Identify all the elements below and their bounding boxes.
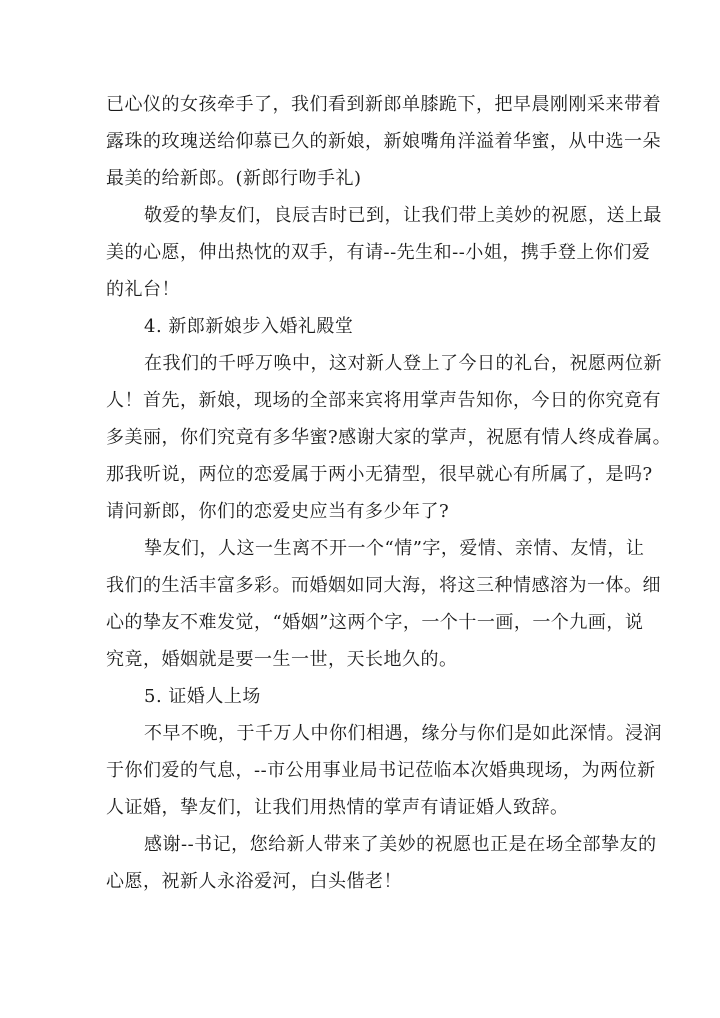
text-line: 人证婚，挚友们，让我们用热情的掌声有请证婚人致辞。 (106, 797, 569, 818)
document-page (106, 86, 672, 900)
text-line: 已心仪的女孩牵手了，我们看到新郎单膝跪下，把早晨刚刚采来带着 (106, 94, 661, 115)
section-heading: 4. 新郎新娘步入婚礼殿堂 (144, 316, 354, 337)
text-line: 露珠的玫瑰送给仰慕已久的新娘，新娘嘴角洋溢着华蜜，从中选一朵 (106, 131, 661, 152)
text-line: 我们的生活丰富多彩。而婚姻如同大海，将这三种情感溶为一体。细 (106, 575, 661, 596)
paragraph (106, 86, 661, 197)
paragraph (106, 345, 672, 530)
paragraph (106, 826, 657, 900)
text-line: 心愿，祝新人永浴爱河，白头偕老！ (106, 871, 402, 892)
text-line: 心的挚友不难发觉，“婚姻”这两个字，一个十一画，一个九画，说 (106, 612, 644, 633)
paragraph (106, 197, 662, 308)
paragraph (106, 715, 662, 826)
text-line: 感谢--书记，您给新人带来了美妙的祝愿也正是在场全部挚友的 (144, 834, 657, 855)
paragraph (106, 530, 661, 678)
text-line: 最美的给新郎。(新郎行吻手礼) (106, 168, 362, 189)
text-line: 多美丽，你们究竟有多华蜜?感谢大家的掌声，祝愿有情人终成眷属。 (106, 427, 672, 448)
text-line: 美的心愿，伸出热忱的双手，有请--先生和--小姐，携手登上你们爱 (106, 242, 651, 263)
text-line: 挚友们，人这一生离不开一个“情”字，爱情、亲情、友情，让 (144, 538, 645, 559)
text-line: 那我听说，两位的恋爱属于两小无猜型，很早就心有所属了，是吗? (106, 464, 653, 485)
text-line: 的礼台！ (106, 279, 180, 300)
text-line: 于你们爱的气息，--市公用事业局书记莅临本次婚典现场，为两位新 (106, 760, 656, 781)
text-line: 人！首先，新娘，现场的全部来宾将用掌声告知你，今日的你究竟有 (106, 390, 661, 411)
text-line: 不早不晚，于千万人中你们相遇，缘分与你们是如此深情。浸润 (144, 723, 662, 744)
text-line: 在我们的千呼万唤中，这对新人登上了今日的礼台，祝愿两位新 (144, 353, 662, 374)
text-line: 究竟，婚姻就是要一生一世，天长地久的。 (106, 649, 458, 670)
section-heading: 5. 证婚人上场 (144, 686, 261, 707)
text-line: 请问新郎，你们的恋爱史应当有多少年了? (106, 501, 450, 522)
text-line: 敬爱的挚友们，良辰吉时已到，让我们带上美妙的祝愿，送上最 (144, 205, 662, 226)
